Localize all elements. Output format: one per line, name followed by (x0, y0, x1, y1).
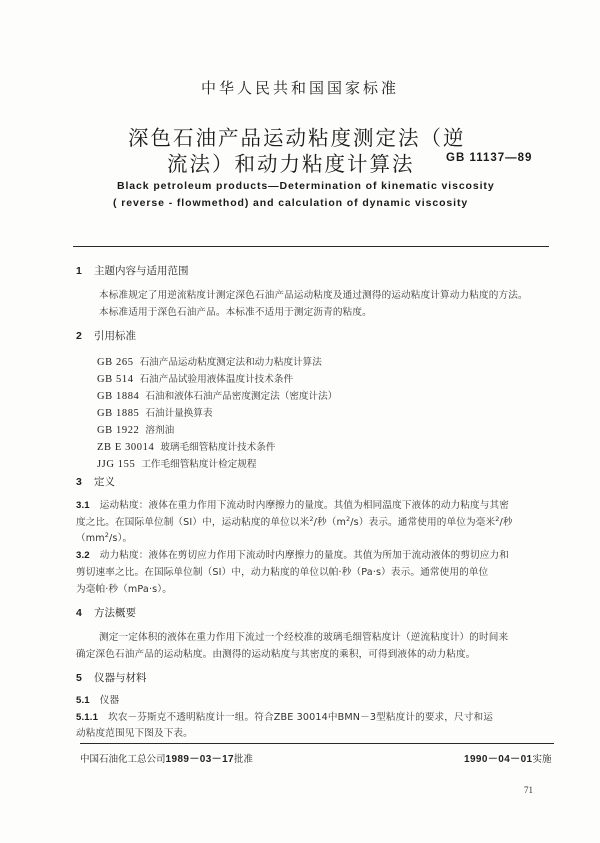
section-title: 仪器与材料 (94, 672, 147, 684)
title-en-line2: ( reverse - flowmethod) and calculation of dynamic viscosity (113, 197, 469, 209)
clause-number: 5.1.1 (76, 712, 99, 723)
clause-text: 运动粘度：液体在重力作用下流动时内摩擦力的量度。其值为相同温度下液体的动力粘度与其密 (99, 500, 510, 511)
definition-3-1-line1 (76, 497, 509, 511)
clause-title: 仪器 (99, 695, 120, 706)
clause-number: 3.1 (76, 500, 90, 511)
reference-title: 石油和液体石油产品密度测定法（密度计法） (145, 391, 338, 402)
section-2-heading (76, 328, 136, 343)
clause-text: /秒 (499, 517, 513, 528)
clause-5-1-1-line1 (76, 709, 493, 723)
section-title: 方法概要 (94, 607, 136, 619)
clause-text: /秒（m (313, 517, 346, 528)
clause-number: 3.2 (76, 550, 90, 561)
effective-info (464, 750, 552, 765)
section-1-heading (76, 263, 189, 278)
section-number: 3 (76, 476, 82, 488)
title-en-line1: Black petroleum products—Determination of kinematic viscosity (117, 180, 495, 192)
clause-number: 5.1 (76, 695, 90, 706)
clause-text: 度之比。在国际单位制（SI）中，运动粘度的单位以米 (76, 517, 310, 528)
footer-divider (80, 743, 554, 744)
effective-label: 实施 (532, 754, 552, 765)
section-title: 主题内容与适用范围 (94, 265, 189, 277)
page-number: 71 (524, 785, 533, 795)
reference-title: 石油产品运动粘度测定法和动力粘度计算法 (139, 357, 322, 368)
definition-3-2-line2: 剪切速率之比。在国际单位制（SI）中，动力粘度的单位以帕·秒（Pa·s）表示。通常使用的单位 (76, 567, 489, 578)
clause-text: /s）表示。通常使用的单位为毫米 (350, 517, 496, 528)
reference-code: GB 1885 (97, 408, 140, 419)
section-4-line1: 测定一定体积的液体在重力作用下流过一个经校准的玻璃毛细管粘度计（逆流粘度计）的时间来 (99, 632, 509, 643)
clause-5-1 (76, 692, 119, 706)
reference-title: 溶剂油 (145, 425, 175, 436)
section-number: 5 (76, 672, 82, 684)
reference-item (97, 452, 256, 471)
section-4-heading (76, 605, 136, 620)
reference-code: GB 265 (97, 357, 134, 368)
section-1-para2: 本标准适用于深色石油产品。本标准不适用于测定沥青的粘度。 (99, 307, 372, 318)
section-number: 2 (76, 330, 82, 342)
superscript: 2 (346, 514, 351, 523)
superscript: 2 (495, 514, 500, 523)
clause-text: 动力粘度：液体在剪切应力作用下流动时内摩擦力的量度。其值为所加于流动液体的剪切应力和 (99, 550, 510, 561)
reference-code: GB 1884 (97, 391, 140, 402)
section-number: 1 (76, 265, 82, 277)
clause-text: 坎农－芬斯克不透明粘度计一组。符合ZBE 30014中BMN－3型粘度计的要求，尺寸和运 (108, 712, 494, 723)
superscript: 2 (104, 530, 110, 539)
clause-text: （mm (76, 533, 105, 544)
national-standard-heading: 中华人民共和国国家标准 (200, 79, 399, 97)
approver-name: 中国石油化工总公司 (80, 754, 166, 765)
superscript: 2 (309, 514, 314, 523)
section-title: 定义 (94, 476, 115, 488)
section-4-line2: 确定深色石油产品的运动粘度。由测得的运动粘度与其密度的乘积，可得到液体的动力粘度。 (76, 649, 476, 660)
section-number: 4 (76, 607, 82, 619)
section-3-heading (76, 474, 115, 489)
title-cn-line2: 流法）和动力粘度计算法 (167, 152, 415, 176)
reference-code: JJG 155 (97, 459, 136, 470)
definition-3-1-line2 (76, 514, 513, 528)
reference-title: 石油产品试验用液体温度计技术条件 (139, 374, 294, 385)
reference-code: ZB E 30014 (97, 442, 155, 453)
effective-date: 1990－04－01 (464, 754, 533, 765)
clause-text: /s）。 (109, 533, 133, 544)
approval-date: 1989－03－17 (165, 754, 235, 765)
approval-label: 批准 (234, 754, 254, 765)
reference-title: 工作毛细管粘度计检定规程 (141, 459, 257, 470)
standard-code: GB 11137—89 (446, 152, 533, 164)
reference-title: 石油计量换算表 (145, 408, 213, 419)
reference-code: GB 514 (97, 374, 134, 385)
section-title: 引用标准 (94, 330, 136, 342)
definition-3-2-line3: 为毫帕·秒（mPa·s）。 (76, 584, 172, 595)
definition-3-2-line1 (76, 547, 509, 561)
section-5-heading (76, 670, 147, 685)
clause-5-1-1-line2: 动粘度范围见下图及下表。 (76, 728, 193, 739)
header-divider (73, 246, 549, 247)
reference-code: GB 1922 (97, 425, 140, 436)
section-1-para1: 本标准规定了用逆流粘度计测定深色石油产品运动粘度及通过测得的运动粘度计算动力粘度的方法。 (99, 290, 528, 301)
title-cn-line1: 深色石油产品运动粘度测定法（逆 (128, 126, 466, 150)
reference-title: 玻璃毛细管粘度计技术条件 (160, 442, 276, 453)
definition-3-1-line3 (76, 530, 132, 544)
approval-info (80, 750, 253, 765)
